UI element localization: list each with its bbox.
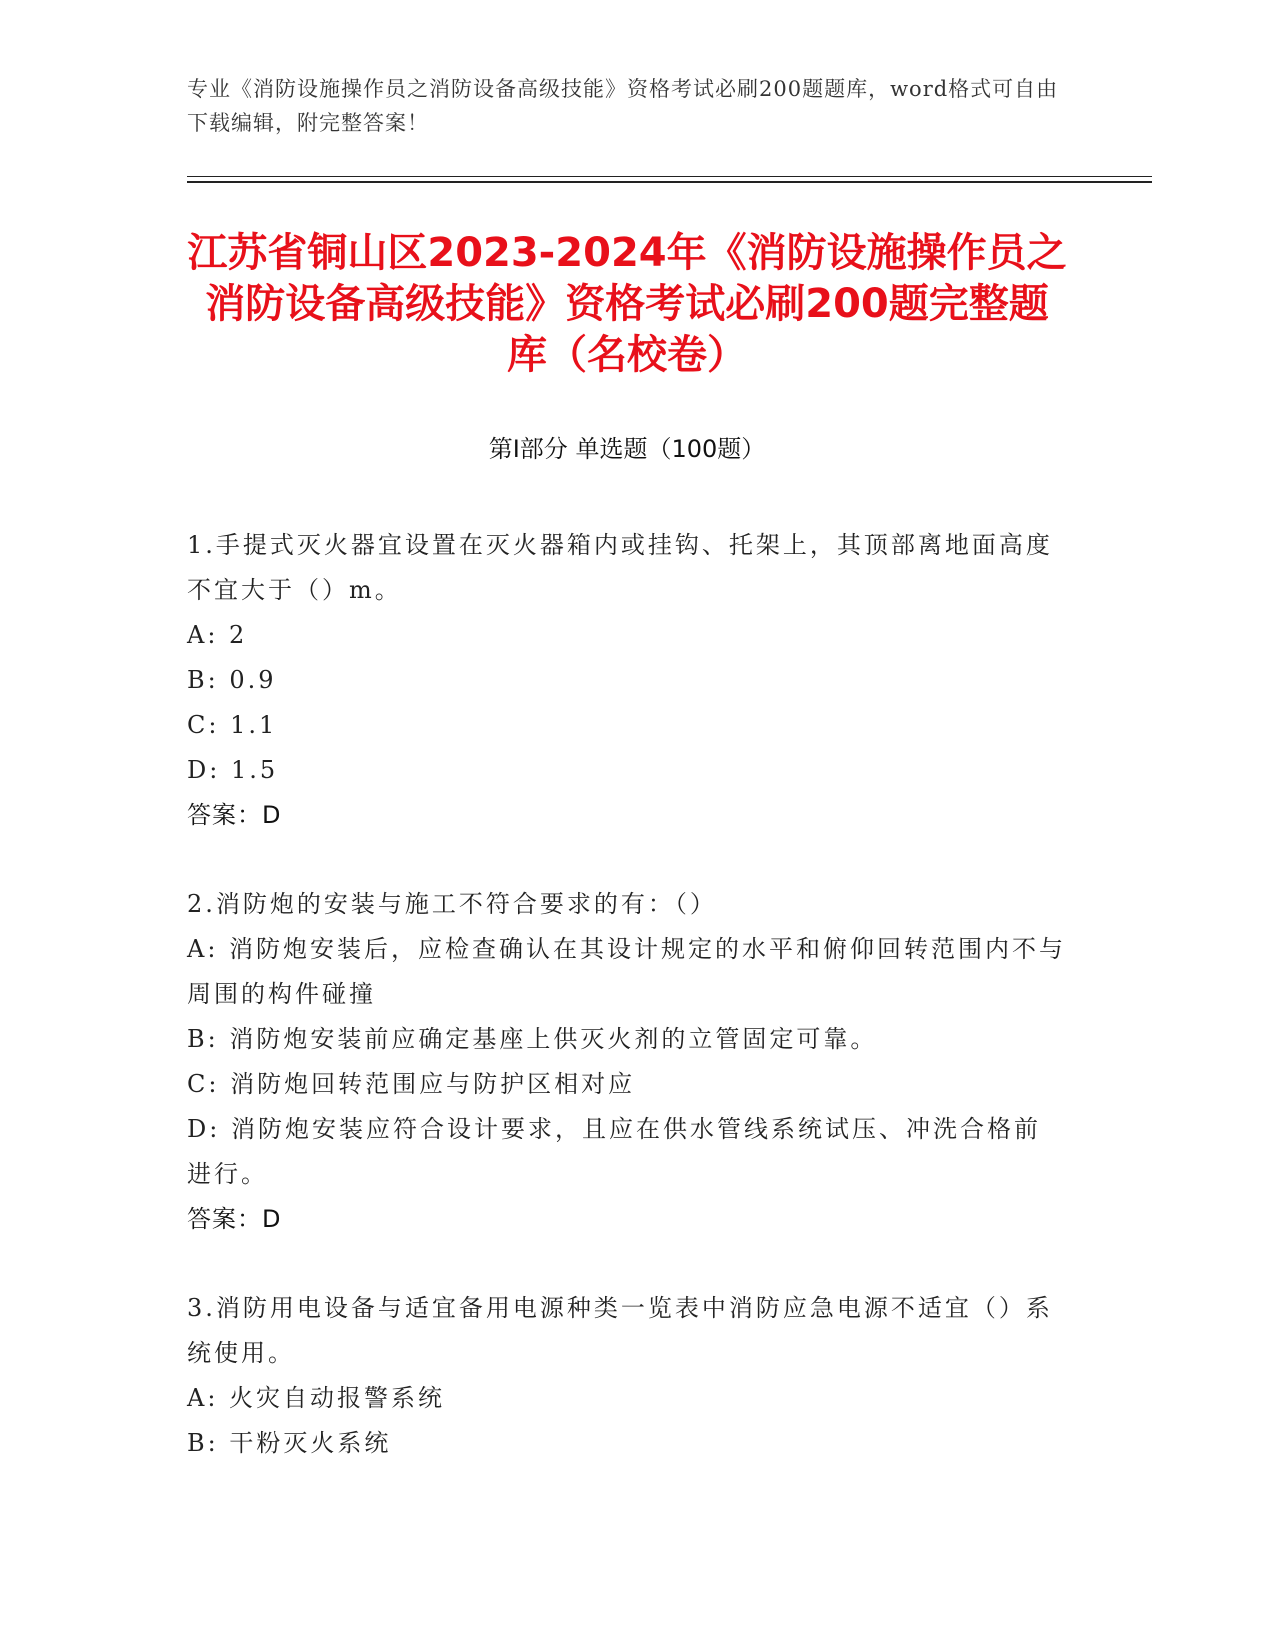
question-stem: 2.消防炮的安装与施工不符合要求的有：（）	[187, 890, 717, 918]
option-d: D: 消防炮安装应符合设计要求，且应在供水管线系统试压、冲洗合格前进行。	[187, 1115, 1041, 1188]
header-note: 专业《消防设施操作员之消防设备高级技能》资格考试必刷200题题库，word格式可自由下载编辑，附完整答案！	[187, 77, 1059, 135]
option-b: B: 0.9	[187, 666, 277, 694]
question-1	[187, 523, 1067, 838]
section-title: 第I部分 单选题（100题）	[488, 435, 766, 463]
option-b: B: 干粉灭火系统	[187, 1429, 392, 1457]
question-2	[187, 882, 1067, 1242]
option-a: A: 火灾自动报警系统	[187, 1384, 446, 1412]
option-a: A: 消防炮安装后，应检查确认在其设计规定的水平和俯仰回转范围内不与周围的构件碰撞	[187, 935, 1067, 1008]
question-stem: 1.手提式灭火器宜设置在灭火器箱内或挂钩、托架上，其顶部离地面高度不宜大于（）m。	[187, 531, 1053, 604]
question-3	[187, 1286, 1067, 1466]
option-c: C: 消防炮回转范围应与防护区相对应	[187, 1070, 636, 1098]
header-divider-thick	[187, 181, 1152, 183]
option-d: D: 1.5	[187, 756, 279, 784]
option-b: B: 消防炮安装前应确定基座上供灭火剂的立管固定可靠。	[187, 1025, 878, 1053]
answer: 答案：D	[187, 1205, 282, 1233]
question-stem: 3.消防用电设备与适宜备用电源种类一览表中消防应急电源不适宜（）系统使用。	[187, 1294, 1053, 1367]
option-a: A: 2	[187, 621, 248, 649]
question-list	[187, 523, 1067, 1510]
option-c: C: 1.1	[187, 711, 278, 739]
header-divider-thin	[187, 176, 1152, 177]
answer: 答案：D	[187, 801, 282, 829]
document-title: 江苏省铜山区2023-2024年《消防设施操作员之消防设备高级技能》资格考试必刷200题完整题库（名校卷）	[187, 230, 1067, 378]
